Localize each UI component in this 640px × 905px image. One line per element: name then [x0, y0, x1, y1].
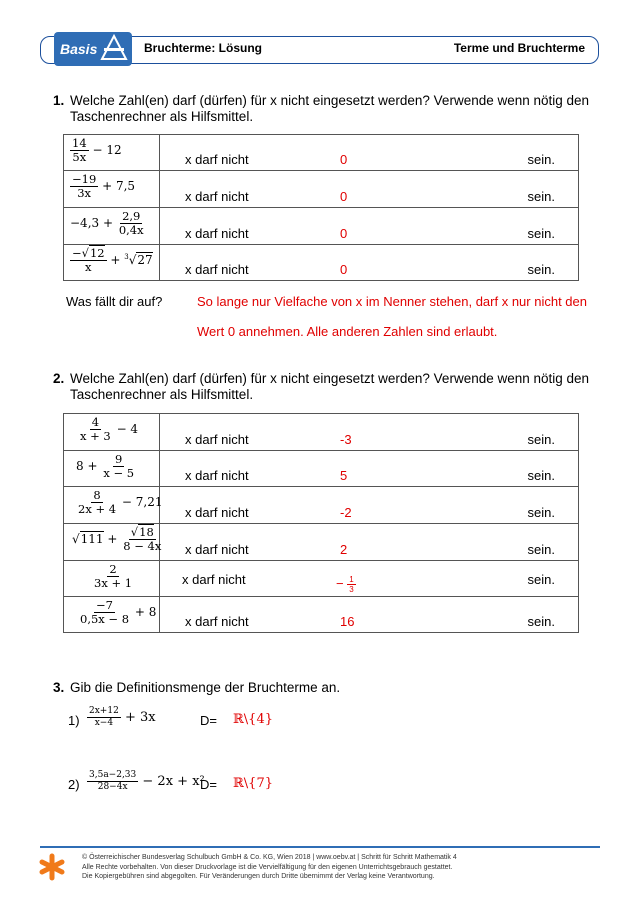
term-cell: $\frac{4}{x + 3}$ − 4	[64, 414, 160, 451]
table-row	[64, 135, 579, 171]
task-number: 1.	[53, 93, 65, 108]
result-cell	[160, 135, 579, 171]
cell-label: x darf nicht	[185, 468, 249, 483]
domain-label: D=	[200, 713, 217, 728]
task-2-table	[63, 413, 579, 633]
answer-sign: −	[336, 575, 344, 591]
answer-line-1: So lange nur Vielfache von x im Nenner stehen, darf x nur nicht den	[197, 294, 587, 309]
cell-end: sein.	[527, 262, 555, 277]
cell-label: x darf nicht	[182, 572, 246, 587]
task-1-table	[63, 134, 579, 281]
domain-answer: ℝ\{4}	[233, 712, 273, 727]
logo-text: Basis	[60, 41, 98, 57]
term-cell: $\frac{2}{3x + 1}$	[64, 561, 160, 597]
cell-label: x darf nicht	[185, 226, 249, 241]
term-cell: $\frac{-7}{0,5x - 8}$ + 8	[64, 597, 160, 633]
page-title: Bruchterme: Lösung	[144, 41, 263, 55]
page-topic: Terme und Bruchterme	[453, 41, 585, 55]
cell-end: sein.	[527, 572, 555, 587]
task-text: Welche Zahl(en) darf (dürfen) für x nicht eingesetzt werden? Verwende wenn nötig den Taschenrechner als Hilfsmittel.	[70, 371, 590, 402]
result-cell	[160, 208, 579, 245]
result-cell	[160, 597, 579, 633]
answer-fraction	[347, 575, 355, 594]
footer-divider	[40, 846, 600, 848]
footer-copyright	[82, 853, 457, 882]
term-cell: $\frac{-√12}{x}$ + $^3$√27	[64, 245, 160, 281]
cell-label: x darf nicht	[185, 152, 249, 167]
cell-end: sein.	[527, 226, 555, 241]
triangle-icon	[100, 34, 128, 62]
term-cell: $\frac{8}{2x + 4}$ − 7,21	[64, 487, 160, 524]
answer-value: -3	[340, 432, 352, 447]
cell-label: x darf nicht	[185, 542, 249, 557]
fraction-numerator: 2x+12	[89, 706, 119, 716]
result-cell	[160, 414, 579, 451]
cell-label: x darf nicht	[185, 432, 249, 447]
table-row	[64, 451, 579, 487]
definition-item-1	[68, 705, 468, 735]
item-index: 1)	[68, 713, 80, 728]
table-row	[64, 171, 579, 208]
definition-item-2	[68, 769, 468, 799]
footer-line-3: Die Kopiergebühren sind abgegolten. Für Veränderungen durch Dritte übernimmt der Verlag keine Verantwortung.	[82, 873, 435, 880]
term-cell: −4,3 + $\frac{2,9}{0,4x}$	[64, 208, 160, 245]
cell-end: sein.	[527, 542, 555, 557]
answer-value: 0	[340, 226, 348, 241]
answer-line-2: Wert 0 annehmen. Alle anderen Zahlen sind erlaubt.	[197, 324, 498, 339]
result-cell	[160, 487, 579, 524]
table-row	[64, 561, 579, 597]
fraction-denominator: 3	[349, 585, 354, 594]
item-term	[87, 706, 156, 729]
footer-line-1: © Österreichischer Bundesverlag Schulbuch GmbH & Co. KG, Wien 2018 | www.oebv.at | Schritt für Schritt Mathematik 4	[82, 854, 457, 861]
cell-label: x darf nicht	[185, 189, 249, 204]
fraction-denominator: x−4	[94, 718, 114, 728]
domain-label: D=	[200, 777, 217, 792]
result-cell	[160, 171, 579, 208]
table-row	[64, 524, 579, 561]
cell-end: sein.	[527, 614, 555, 629]
task-text: Gib die Definitionsmenge der Bruchterme an.	[70, 680, 341, 695]
term-cell: $\frac{14}{5x}$ − 12	[64, 135, 160, 171]
table-row	[64, 208, 579, 245]
table-row	[64, 487, 579, 524]
answer-value: 5	[340, 468, 348, 483]
term-cell: $\frac{-19}{3x}$ + 7,5	[64, 171, 160, 208]
cell-end: sein.	[527, 468, 555, 483]
cell-end: sein.	[527, 505, 555, 520]
item-term	[87, 770, 205, 793]
task-number: 2.	[53, 371, 65, 386]
cell-label: x darf nicht	[185, 505, 249, 520]
answer-value: 16	[340, 614, 355, 629]
answer-value	[336, 575, 356, 594]
term-rest: + 3x	[124, 710, 156, 725]
cell-end: sein.	[527, 189, 555, 204]
asterisk-icon	[38, 853, 66, 881]
table-row	[64, 414, 579, 451]
result-cell	[160, 524, 579, 561]
task-number: 3.	[53, 680, 65, 695]
answer-value: 2	[340, 542, 348, 557]
page-header	[40, 36, 599, 64]
basis-logo	[54, 32, 132, 66]
fraction-numerator: 1	[349, 575, 354, 584]
term-rest: − 2x + x²	[142, 774, 205, 789]
result-cell	[160, 561, 579, 597]
cell-end: sein.	[527, 432, 555, 447]
term-cell: √111 + $\frac{√18}{8 - 4x}$	[64, 524, 160, 561]
table-row	[64, 245, 579, 281]
term-cell: 8 + $\frac{9}{x - 5}$	[64, 451, 160, 487]
answer-value: -2	[340, 505, 352, 520]
fraction-numerator: 3,5a−2,33	[89, 770, 137, 780]
table-row	[64, 597, 579, 633]
result-cell	[160, 245, 579, 281]
footer-line-2: Alle Rechte vorbehalten. Von dieser Druckvorlage ist die Vervielfältigung für den eigenen Unterrichtsgebrauch gestattet.	[82, 863, 453, 871]
answer-value: 0	[340, 152, 348, 167]
answer-value: 0	[340, 189, 348, 204]
domain-answer: ℝ\{7}	[233, 776, 273, 791]
cell-end: sein.	[527, 152, 555, 167]
answer-value: 0	[340, 262, 348, 277]
item-index: 2)	[68, 777, 80, 792]
fraction-denominator: 28−4x	[97, 782, 128, 792]
cell-label: x darf nicht	[185, 614, 249, 629]
task-text: Welche Zahl(en) darf (dürfen) für x nicht eingesetzt werden? Verwende wenn nötig den Taschenrechner als Hilfsmittel.	[70, 93, 590, 124]
question-label: Was fällt dir auf?	[66, 294, 163, 309]
cell-label: x darf nicht	[185, 262, 249, 277]
result-cell	[160, 451, 579, 487]
